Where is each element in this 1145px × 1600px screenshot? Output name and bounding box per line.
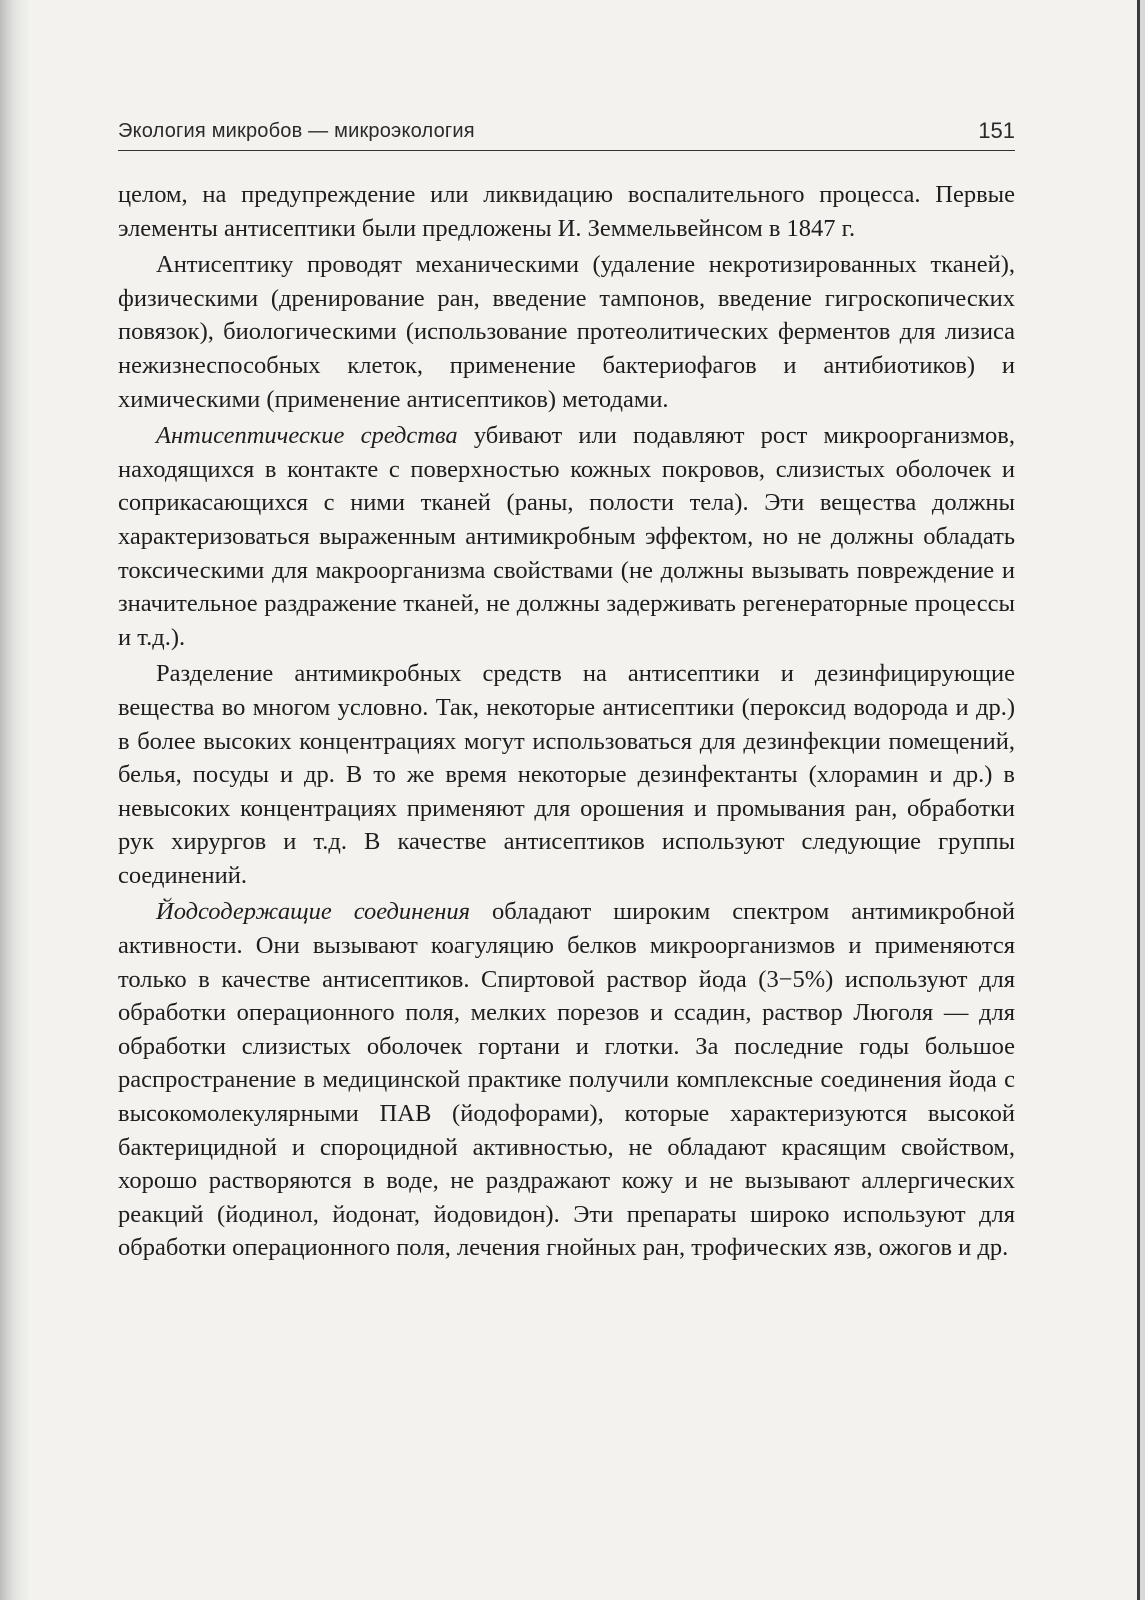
paragraph-2	[118, 248, 1015, 416]
paragraph-2-text: Антисептику проводят механическими (удаление некротизированных тканей), физическими (дренирование ран, введение тампонов, введение гигроскопических повязок), биологическими (использование протеолитических ферментов для лизиса нежизнеспособных клеток, применение бактериофагов и антибиотиков) и химическими (применение антисептиков) методами.	[118, 251, 1015, 413]
paragraph-4	[118, 657, 1015, 892]
paragraph-3-term: Антисептические средства	[156, 422, 458, 450]
paragraph-3	[118, 419, 1015, 654]
paragraph-5-text: обладают широким спектром антимикробной активности. Они вызывают коагуляцию белков микроорганизмов и применяются только в качестве антисептиков. Спиртовой раствор йода (3−5%) используют для обработки операционного поля, мелких порезов и ссадин, раствор Люголя — для обработки слизистых оболочек гортани и глотки. За последние годы большое распространение в медицинской практике получили комплексные соединения йода с высокомолекулярными ПАВ (йодофорами), которые характеризуются высокой бактерицидной и спороцидной активностью, не обладают красящим свойством, хорошо растворяются в воде, не раздражают кожу и не вызывают аллергических реакций (йодинол, йодонат, йодовидон). Эти препараты широко используют для обработки операционного поля, лечения гнойных ран, трофических язв, ожогов и др.	[118, 898, 1015, 1262]
paragraph-4-text: Разделение антимикробных средств на антисептики и дезинфицирующие вещества во многом условно. Так, некоторые антисептики (пероксид водорода и др.) в более высоких концентрациях могут использоваться для дезинфекции помещений, белья, посуды и др. В то же время некоторые дезинфектанты (хлорамин и др.) в невысоких концентрациях применяют для орошения и промывания ран, обработки рук хирургов и т.д. В качестве антисептиков используют следующие группы соединений.	[118, 660, 1015, 889]
paragraph-3-text: убивают или подавляют рост микроорганизмов, находящихся в контакте с поверхностью кожных покровов, слизистых оболочек и соприкасающихся с ними тканей (раны, полости тела). Эти вещества должны характеризоваться выраженным антимикробным эффектом, но не должны обладать токсическими для макроорганизма свойствами (не должны вызывать повреждение и значительное раздражение тканей, не должны задерживать регенераторные процессы и т.д.).	[118, 422, 1015, 651]
paragraph-1-text: целом, на предупреждение или ликвидацию воспалительного процесса. Первые элементы антисептики были предложены И. Земмельвейнсом в 1847 г.	[118, 181, 1015, 242]
paragraph-5-term: Йодсодержащие соединения	[156, 898, 470, 926]
page-number: 151	[978, 118, 1015, 143]
paragraph-5	[118, 895, 1015, 1265]
paragraph-1	[118, 178, 1015, 245]
page-edge-shade	[1140, 0, 1145, 1600]
page-edge-line	[1137, 0, 1140, 1600]
running-header	[118, 120, 1015, 151]
running-title: Экология микробов — микроэкология	[118, 120, 475, 142]
page-binding-shadow	[0, 0, 30, 1600]
text-body	[118, 178, 1015, 1265]
